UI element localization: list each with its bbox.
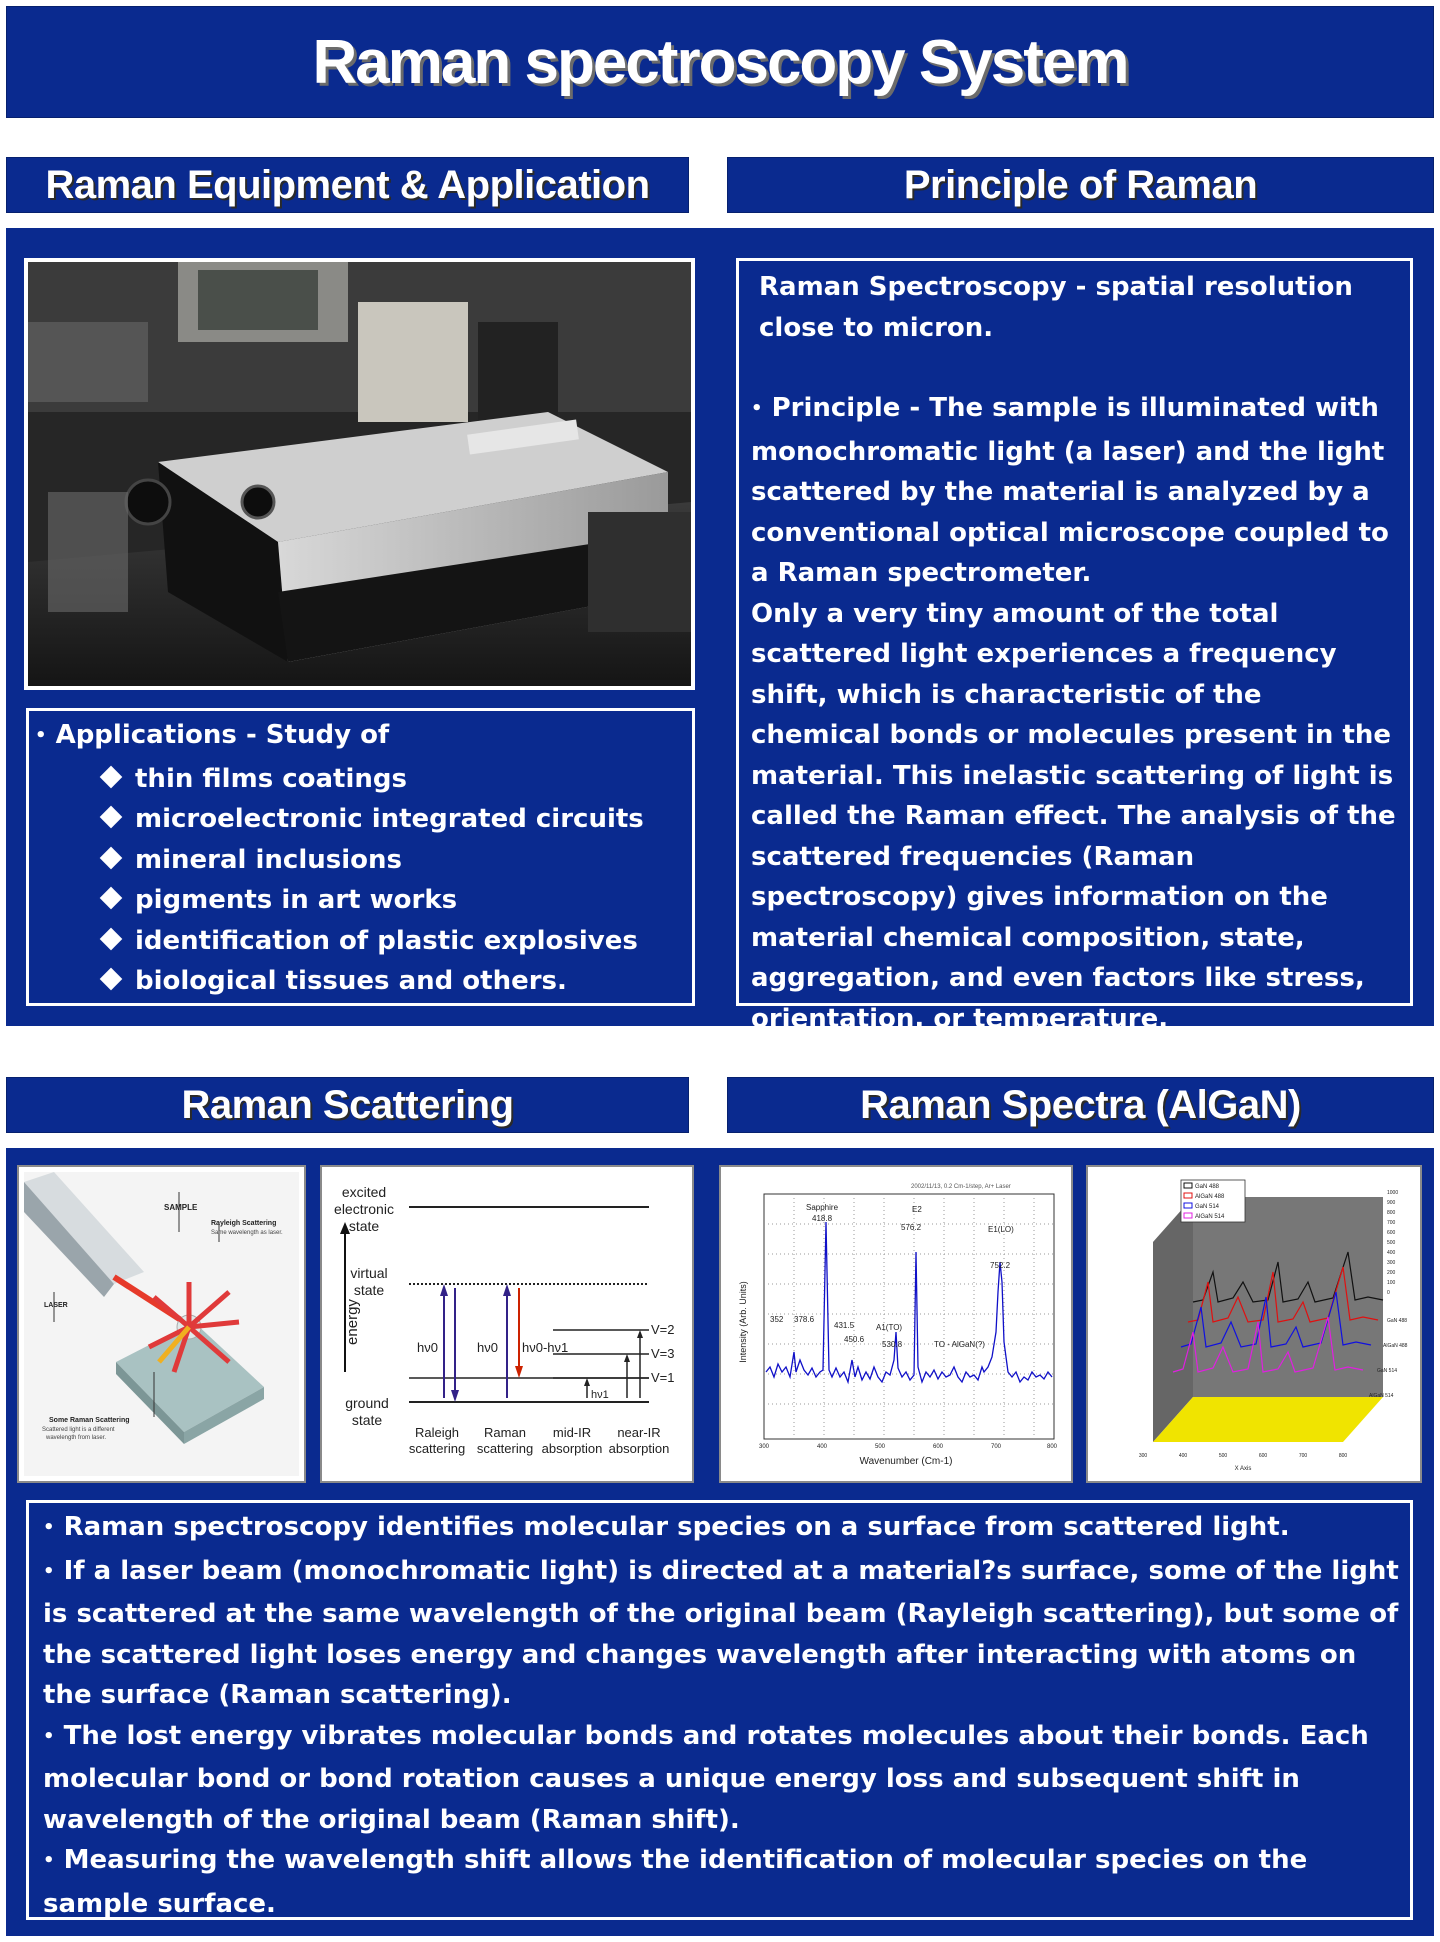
energy-level-diagram — [322, 1167, 692, 1481]
svg-text:700: 700 — [1298, 1453, 1308, 1459]
column-label: scattering — [408, 1441, 466, 1456]
svg-text:450.6: 450.6 — [844, 1335, 865, 1344]
svg-text:GaN 514: GaN 514 — [1377, 1368, 1398, 1374]
application-item: thin films coatings — [35, 759, 644, 800]
v2-label: V=2 — [651, 1322, 675, 1337]
excited-label-3: state — [348, 1218, 380, 1234]
principle-paragraph: • Principle - The sample is illuminated with monochromatic light (a laser) and the light scattered by the material is analyzed by a conventional optical microscope coupled to a Raman spectrometer. — [751, 393, 1389, 588]
svg-text:GaN 514: GaN 514 — [1195, 1204, 1220, 1210]
svg-text:300: 300 — [1138, 1453, 1148, 1459]
waterfall-spectrum-chart — [1088, 1167, 1420, 1481]
svg-text:300: 300 — [758, 1444, 770, 1450]
svg-text:752.2: 752.2 — [990, 1261, 1011, 1270]
column-label: Raman — [484, 1425, 526, 1440]
principle-paragraph-2: Only a very tiny amount of the total scattered light experiences a frequency shift, which is characteristic of the chemical bonds or molecules present in the material. This inelastic scattering of light is called the Raman effect. The analysis of the scattered frequencies (Raman spectroscopy) gives information on the material chemical composition, state, aggregation, and even factors like stress, orientation, or temperature. — [751, 598, 1396, 1034]
application-item: identification of plastic explosives — [35, 921, 644, 962]
svg-text:400: 400 — [816, 1444, 828, 1450]
rayleigh-sub: Same wavelength as laser. — [211, 1230, 283, 1236]
raman-sub-2: wavelength from laser. — [46, 1435, 107, 1441]
svg-text:E1(LO): E1(LO) — [988, 1225, 1014, 1234]
svg-text:TO - AlGaN(?): TO - AlGaN(?) — [934, 1340, 985, 1349]
column-label: scattering — [476, 1441, 534, 1456]
virtual-label-2: state — [353, 1282, 385, 1298]
svg-text:418.8: 418.8 — [812, 1214, 833, 1223]
application-item: pigments in art works — [35, 880, 644, 921]
applications-heading: • Applications - Study of — [35, 720, 390, 750]
sample-label: SAMPLE — [164, 1203, 198, 1212]
application-item: mineral inclusions — [35, 840, 644, 881]
applications-heading-text: Applications - Study of — [55, 720, 390, 750]
svg-text:576.2: 576.2 — [901, 1223, 922, 1232]
svg-text:900: 900 — [1387, 1200, 1396, 1206]
svg-text:AlGaN 514: AlGaN 514 — [1369, 1393, 1394, 1399]
column-label: near-IR — [617, 1425, 661, 1440]
principle-box — [736, 258, 1413, 1034]
svg-text:600: 600 — [1258, 1453, 1268, 1459]
scattering-illustration — [19, 1167, 304, 1481]
svg-text:1000: 1000 — [1387, 1190, 1399, 1196]
hv0-label-a: hν0 — [417, 1340, 438, 1355]
hv1-label: hν1 — [591, 1389, 609, 1401]
energy-axis-label: energy — [344, 1299, 361, 1345]
svg-text:Sapphire: Sapphire — [806, 1203, 839, 1212]
explanation-bullet: • Raman spectroscopy identifies molecular species on a surface from scattered light. — [43, 1512, 1290, 1542]
svg-text:100: 100 — [1387, 1280, 1396, 1286]
spectrum-y-label: Intensity (Arb. Units) — [738, 1281, 748, 1363]
svg-text:0: 0 — [1387, 1290, 1390, 1296]
column-label: absorption — [608, 1441, 670, 1456]
column-label: mid-IR — [552, 1425, 592, 1440]
svg-text:AlGaN 488: AlGaN 488 — [1383, 1343, 1408, 1349]
svg-text:300: 300 — [1387, 1260, 1396, 1266]
explanation-bullet: • If a laser beam (monochromatic light) is directed at a material?s surface, some of the light is scattered at the same wavelength of the original beam (Rayleigh scattering), but some of the scattered light loses energy and changes wavelength after interacting with atoms on the surface (Raman scattering). — [43, 1555, 1399, 1710]
svg-text:600: 600 — [1387, 1230, 1396, 1236]
svg-text:800: 800 — [1338, 1453, 1348, 1459]
explanation-bullet: • The lost energy vibrates molecular bonds and rotates molecules about their bonds. Each molecular bond or bond rotation causes a unique energy loss and subsequent shift in wavelength of the original beam (Raman shift). — [43, 1720, 1369, 1835]
svg-text:500: 500 — [874, 1444, 886, 1450]
section-title-scattering: Raman Scattering — [6, 1077, 689, 1133]
diamond-bullet-icon — [100, 968, 123, 991]
column-label: Raleigh — [414, 1425, 460, 1440]
svg-text:800: 800 — [1387, 1210, 1396, 1216]
svg-text:AlGaN 488: AlGaN 488 — [1195, 1194, 1225, 1200]
svg-text:GaN 488: GaN 488 — [1195, 1184, 1220, 1190]
section-title-spectra: Raman Spectra (AlGaN) — [727, 1077, 1434, 1133]
diamond-bullet-icon — [100, 846, 123, 869]
page-title: Raman spectroscopy System — [6, 6, 1434, 118]
column-label: absorption — [541, 1441, 603, 1456]
svg-text:500: 500 — [1387, 1240, 1396, 1246]
diamond-bullet-icon — [100, 765, 123, 788]
svg-text:530.8: 530.8 — [882, 1340, 903, 1349]
applications-box — [26, 708, 695, 1006]
diamond-bullet-icon — [100, 927, 123, 950]
section-title-principle: Principle of Raman — [727, 157, 1434, 213]
equipment-photo — [24, 258, 695, 690]
svg-text:400: 400 — [1387, 1250, 1396, 1256]
svg-text:378.6: 378.6 — [794, 1315, 815, 1324]
waterfall-x-label: X Axis — [1234, 1466, 1252, 1472]
diamond-bullet-icon — [100, 887, 123, 910]
ground-label-1: ground — [345, 1395, 389, 1411]
hv0-hv1-label: hν0-hν1 — [522, 1340, 569, 1355]
raman-sub-1: Scattered light is a different — [42, 1427, 115, 1433]
svg-text:A1(TO): A1(TO) — [876, 1323, 903, 1332]
v1-label: V=1 — [651, 1370, 675, 1385]
svg-text:E2: E2 — [912, 1205, 922, 1214]
ground-label-2: state — [351, 1412, 383, 1428]
diamond-bullet-icon — [100, 806, 123, 829]
laser-label: LASER — [44, 1302, 68, 1309]
explanation-bullet: • Measuring the wavelength shift allows the identification of molecular species on the sample surface. — [43, 1845, 1308, 1919]
svg-text:AlGaN 514: AlGaN 514 — [1195, 1214, 1225, 1220]
application-item: microelectronic integrated circuits — [35, 799, 644, 840]
excited-label-2: electronic — [334, 1201, 394, 1217]
svg-text:200: 200 — [1387, 1270, 1396, 1276]
raman-spectrum-chart — [721, 1167, 1071, 1481]
svg-text:600: 600 — [932, 1444, 944, 1450]
svg-text:GaN 488: GaN 488 — [1387, 1318, 1408, 1324]
raman-title: Some Raman Scattering — [49, 1417, 130, 1424]
svg-text:700: 700 — [1387, 1220, 1396, 1226]
v3-label: V=3 — [651, 1346, 675, 1361]
principle-intro: Raman Spectroscopy - spatial resolution close to micron. — [759, 272, 1353, 343]
svg-text:400: 400 — [1178, 1453, 1188, 1459]
spectrum-x-label: Wavenumber (Cm-1) — [859, 1456, 953, 1467]
section-title-equipment: Raman Equipment & Application — [6, 157, 689, 213]
svg-text:800: 800 — [1046, 1444, 1058, 1450]
spectrum-header: 2002/11/13, 0.2 Cm-1/step, Ar+ Laser — [911, 1184, 1011, 1190]
scattering-explanation-box — [26, 1500, 1413, 1920]
svg-text:352: 352 — [770, 1315, 784, 1324]
excited-label-1: excited — [341, 1184, 387, 1200]
svg-text:500: 500 — [1218, 1453, 1228, 1459]
svg-text:431.5: 431.5 — [834, 1321, 855, 1330]
hv0-label-b: hν0 — [477, 1340, 498, 1355]
virtual-label-1: virtual — [350, 1265, 388, 1281]
application-item: biological tissues and others. — [35, 961, 644, 1002]
svg-text:700: 700 — [990, 1444, 1002, 1450]
rayleigh-title: Rayleigh Scattering — [211, 1220, 277, 1227]
